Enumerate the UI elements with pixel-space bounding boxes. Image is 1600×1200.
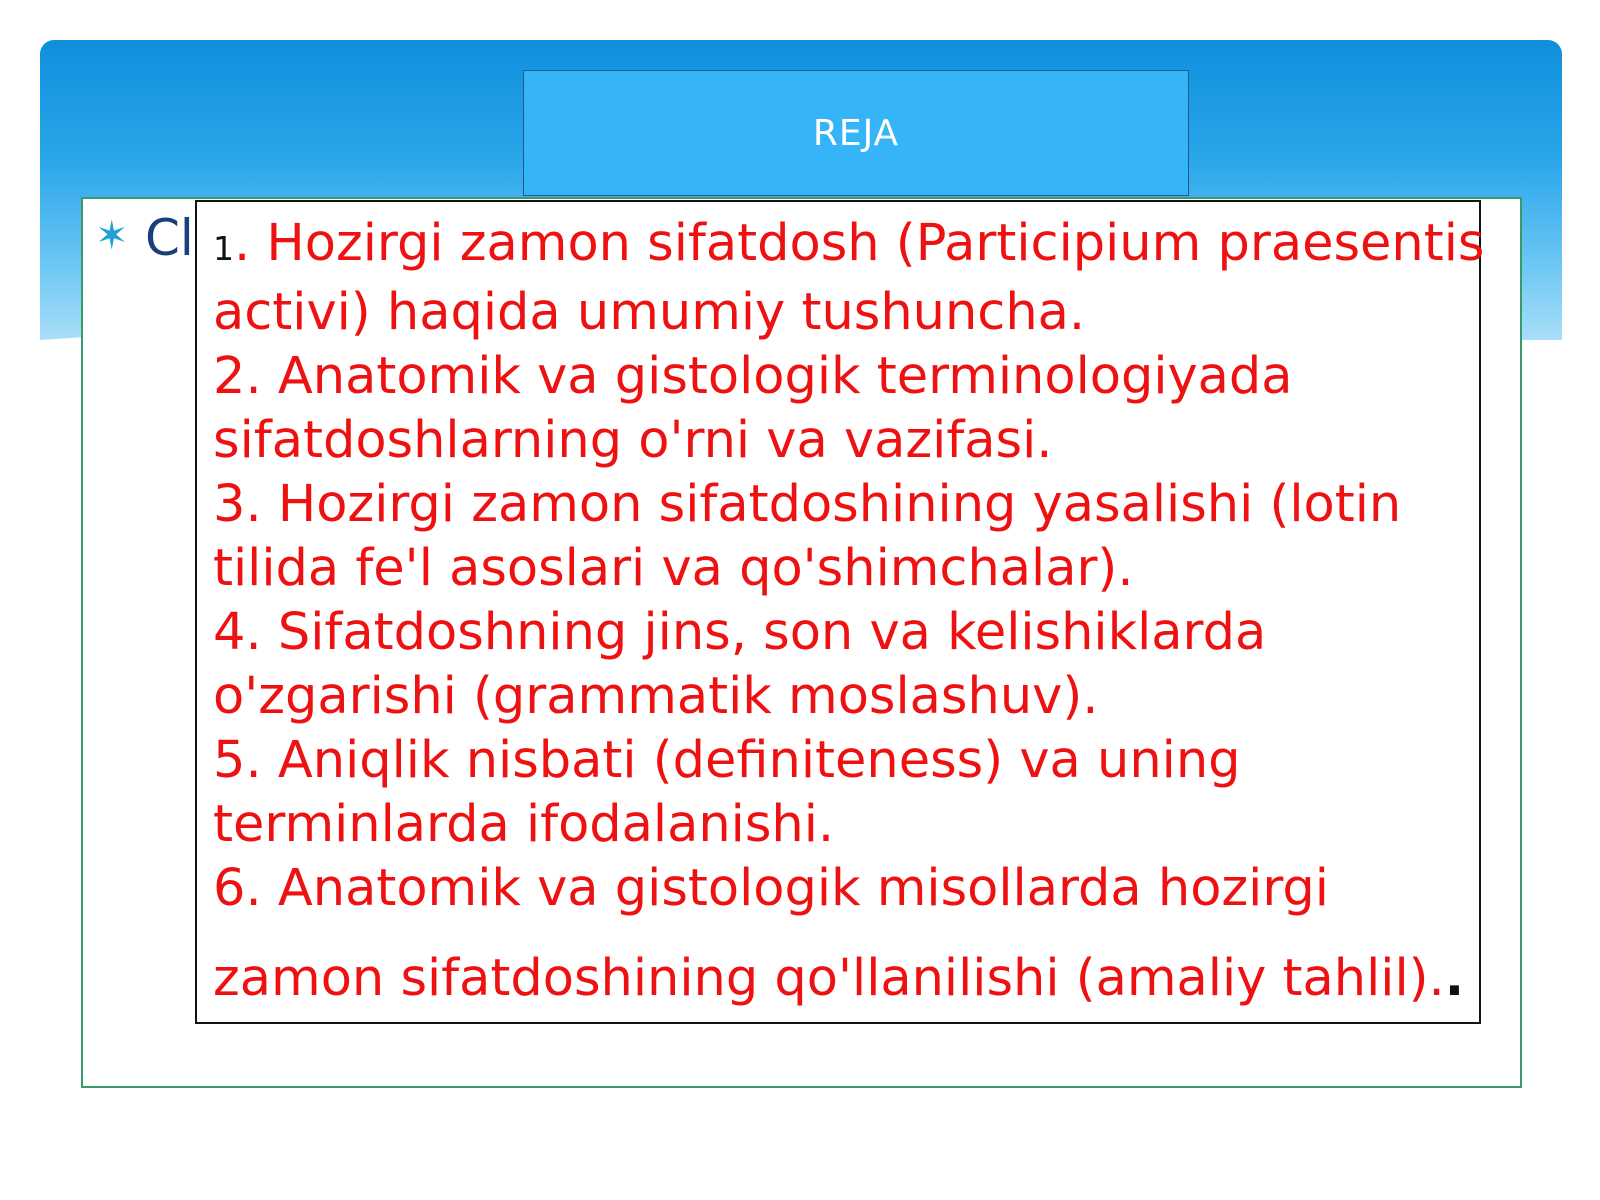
plan-item-4-line-1: 4. Sifatdoshning jins, son va kelishiklarda	[213, 603, 1267, 662]
plan-item-6-text: zamon sifatdoshining qo'llanilishi (amaliy tahlil).	[213, 949, 1445, 1008]
plan-item-6-tail: .	[1444, 949, 1465, 1008]
plan-item-6-line-1: 6. Anatomik va gistologik misollarda hozirgi	[213, 859, 1329, 918]
plan-text-box	[195, 200, 1485, 1024]
plan-item-4-line-2: o'zgarishi (grammatik moslashuv).	[213, 667, 1099, 726]
plan-item-3-line-2: tilida fe'l asoslari va qo'shimchalar).	[213, 539, 1134, 598]
plan-item-1-text: . Hozirgi zamon sifatdosh (Participium praesentis	[234, 214, 1485, 273]
plan-item-3-line-1: 3. Hozirgi zamon sifatdoshining yasalishi (lotin	[213, 475, 1402, 534]
plan-item-6-line-2	[213, 947, 1465, 1011]
plan-item-5-line-1: 5. Aniqlik nisbati (definiteness) va uning	[213, 731, 1241, 790]
title-box	[523, 70, 1189, 196]
plan-item-5-line-2: terminlarda ifodalanishi.	[213, 795, 835, 854]
plan-item-1-number: 1	[213, 229, 234, 268]
bullet-text: Cl	[145, 209, 194, 267]
asterisk-bullet-icon: ✶	[95, 213, 129, 259]
plan-item-2-line-1: 2. Anatomik va gistologik terminologiyada	[213, 347, 1293, 406]
slide-title: REJA	[812, 112, 900, 154]
plan-item-2-line-2: sifatdoshlarning o'rni va vazifasi.	[213, 411, 1053, 470]
plan-item-1-line-1	[213, 212, 1485, 281]
plan-item-1-line-2: activi) haqida umumiy tushuncha.	[213, 283, 1086, 342]
